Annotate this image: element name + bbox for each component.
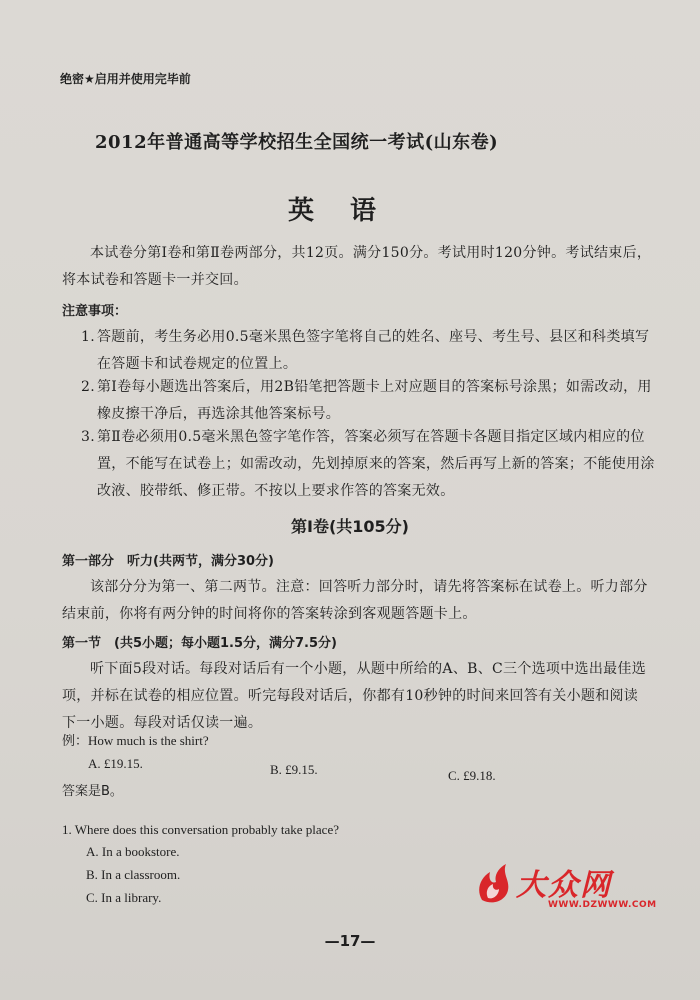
notice-item-text: 答题前，考生务必用0.5毫米黑色签字笔将自己的姓名、座号、考生号、县区和科类填写在答题卡和试卷规定的位置上。 bbox=[97, 329, 650, 372]
example-option-a: A. £19.15. bbox=[88, 756, 143, 771]
section-one-description: 听下面5段对话。每段对话后有一个小题，从题中所给的A、B、C三个选项中选出最佳选项，并标在试卷的相应位置。听完每段对话后，你都有10秒钟的时间来回答有关小题和阅读下一小题。每段对话仅读一遍。 bbox=[62, 661, 647, 731]
page-number: —17— bbox=[324, 932, 376, 950]
notice-item-text: 第Ⅱ卷必须用0.5毫米黑色签字笔作答，答案必须写在答题卡各题目指定区域内相应的位置，不能写在试卷上；如需改动，先划掉原来的答案，然后再写上新的答案；不能使用涂改液、胶带纸、修正带。不按以上要求作答的答案无效。 bbox=[97, 429, 655, 499]
notice-item bbox=[81, 424, 657, 505]
listening-section-heading: 第一部分 听力(共两节，满分30分) bbox=[62, 554, 274, 569]
watermark-text: 大众网 bbox=[516, 868, 612, 903]
notice-item-number: 3. bbox=[81, 429, 95, 445]
section-one-heading: 第一节 (共5小题；每小题1.5分，满分7.5分) bbox=[62, 636, 337, 651]
notice-item bbox=[81, 324, 657, 378]
intro-paragraph: 本试卷分第Ⅰ卷和第Ⅱ卷两部分，共12页。满分150分。考试用时120分钟。考试结束后，将本试卷和答题卡一并交回。 bbox=[62, 245, 652, 288]
flame-logo-icon bbox=[472, 860, 518, 906]
subject-title: 英语 bbox=[287, 196, 412, 226]
example-option-b: B. £9.15. bbox=[270, 762, 318, 777]
listening-description: 该部分分为第一、第二两节。注意：回答听力部分时，请先将答案标在试卷上。听力部分结束前，你将有两分钟的时间将你的答案转涂到客观题答题卡上。 bbox=[62, 579, 648, 622]
notice-item-text: 第Ⅰ卷每小题选出答案后，用2B铅笔把答题卡上对应题目的答案标号涂黑；如需改动，用橡皮擦干净后，再选涂其他答案标号。 bbox=[97, 379, 652, 422]
question-1-option-c: C. In a library. bbox=[86, 890, 162, 905]
question-1: 1. Where does this conversation probably take place? bbox=[62, 822, 339, 837]
example-option-c: C. £9.18. bbox=[448, 768, 496, 783]
exam-title: 2012年普通高等学校招生全国统一考试(山东卷) bbox=[95, 132, 499, 153]
part-one-title: 第Ⅰ卷(共105分) bbox=[291, 517, 409, 536]
question-1-option-a: A. In a bookstore. bbox=[86, 844, 180, 859]
example-answer: 答案是B。 bbox=[62, 784, 123, 799]
notice-item-number: 1. bbox=[81, 329, 95, 345]
question-1-option-b: B. In a classroom. bbox=[86, 867, 181, 882]
watermark-url: WWW.DZWWW.COM bbox=[548, 900, 657, 910]
notice-heading: 注意事项： bbox=[62, 304, 128, 319]
notice-item bbox=[81, 374, 657, 428]
example-question: 例：How much is the shirt? bbox=[62, 733, 209, 748]
site-watermark bbox=[472, 860, 672, 920]
notice-item-number: 2. bbox=[81, 379, 95, 395]
confidential-label: 绝密★启用并使用完毕前 bbox=[60, 72, 191, 86]
